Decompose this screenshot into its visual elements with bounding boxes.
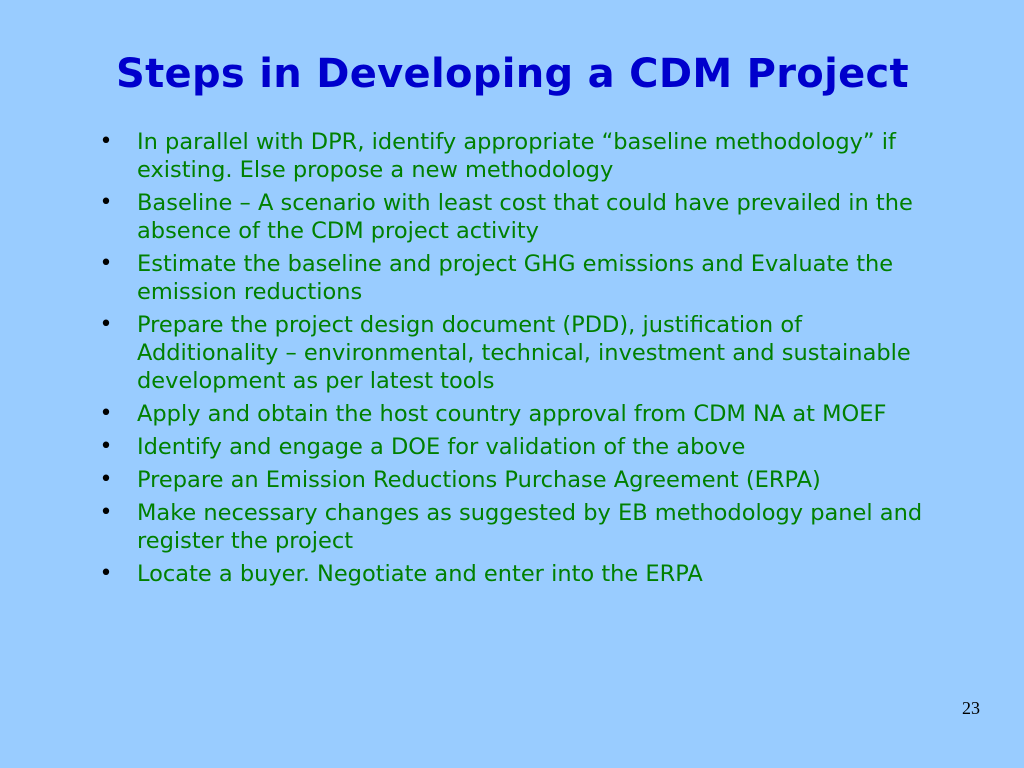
bullet-text: Prepare an Emission Reductions Purchase Agreement (ERPA) [137,467,821,493]
bullet-item-7 [96,466,936,494]
bullet-dot-icon: • [99,467,113,492]
bullet-dot-icon: • [99,500,113,525]
bullet-item-3 [96,250,936,306]
bullet-text: Apply and obtain the host country approval from CDM NA at MOEF [137,401,887,427]
slide-title: Steps in Developing a CDM Project [116,51,909,97]
page-number: 23 [962,698,980,718]
bullet-text: Make necessary changes as suggested by EB methodology panel and register the project [137,500,923,554]
bullet-item-9 [96,560,936,588]
bullet-text: In parallel with DPR, identify appropriate “baseline methodology” if existing. Else propose a new methodology [137,129,896,183]
bullet-dot-icon: • [99,312,113,337]
bullet-dot-icon: • [99,561,113,586]
bullet-item-1 [96,128,936,184]
bullet-dot-icon: • [99,251,113,276]
bullet-dot-icon: • [99,129,113,154]
bullet-item-2 [96,189,936,245]
bullet-text: Prepare the project design document (PDD), justification of Additionality – environmental, technical, investment and sustainable development as per latest tools [137,312,911,394]
bullet-text: Identify and engage a DOE for validation of the above [137,434,746,460]
bullet-text: Locate a buyer. Negotiate and enter into the ERPA [137,561,703,587]
bullet-item-8 [96,499,936,555]
bullet-dot-icon: • [99,401,113,426]
bullet-item-4 [96,311,936,395]
bullet-item-5 [96,400,936,428]
bullet-text: Estimate the baseline and project GHG emissions and Evaluate the emission reductions [137,251,894,305]
bullet-list [96,128,936,593]
bullet-text: Baseline – A scenario with least cost that could have prevailed in the absence of the CDM project activity [137,190,913,244]
bullet-item-6 [96,433,936,461]
bullet-dot-icon: • [99,434,113,459]
bullet-dot-icon: • [99,190,113,215]
